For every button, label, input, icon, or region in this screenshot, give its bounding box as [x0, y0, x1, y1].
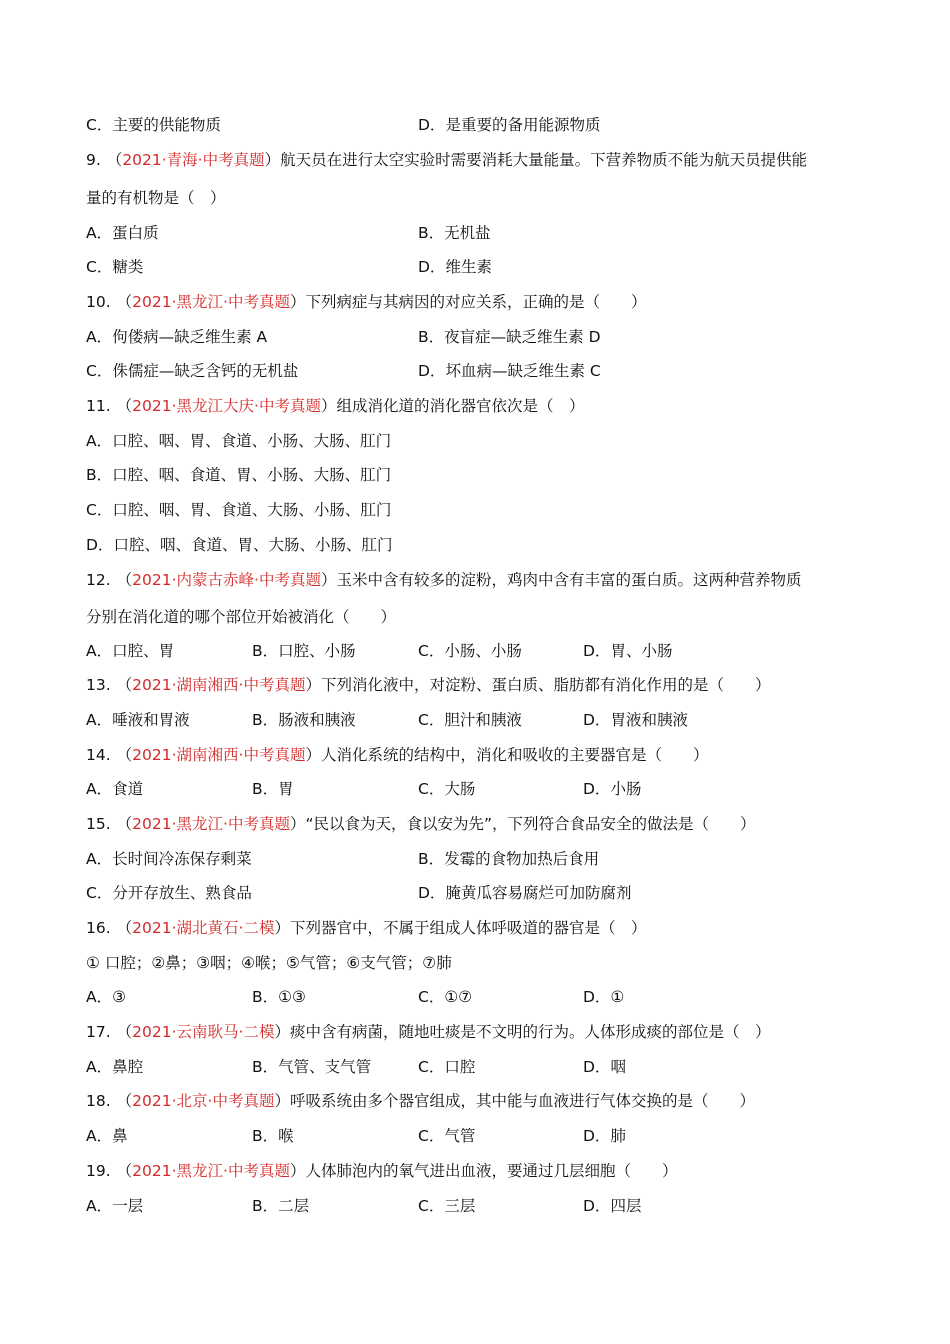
option-c: C．胆汁和胰液: [418, 711, 522, 729]
question-16-stem-cont: ① 口腔；②鼻；③咽；④喉；⑤气管；⑥支气管；⑦肺: [86, 954, 452, 972]
option-b: B．夜盲症—缺乏维生素 D: [418, 328, 601, 346]
option-a: A．佝偻病—缺乏维生素 A: [86, 328, 268, 346]
question-10-options-row-2: [86, 358, 866, 384]
question-18-stem: 18. （2021·北京·中考真题）呼吸系统由多个器官组成，其中能与血液进行气体交换的是（ ）: [86, 1092, 756, 1110]
question-9-options-row-1: [86, 220, 866, 246]
option-b: B．喉: [252, 1127, 294, 1145]
option-b: B．气管、支气管: [252, 1058, 372, 1076]
question-15-options-row-1: [86, 846, 866, 872]
option-a: A．长时间冷冻保存剩菜: [86, 850, 252, 868]
option-a: A．鼻腔: [86, 1058, 144, 1076]
question-9-stem-cont: 量的有机物是（ ）: [86, 189, 226, 207]
source-tag: 2021·黑龙江·中考真题: [132, 293, 290, 311]
option-c: C．小肠、小肠: [418, 642, 522, 660]
question-11-option-a: A．口腔、咽、胃、食道、小肠、大肠、肛门: [86, 432, 392, 450]
question-13-options-row: [86, 707, 866, 733]
source-tag: 2021·湖南湘西·中考真题: [132, 746, 306, 764]
option-d: D．胃、小肠: [583, 642, 673, 660]
option-a: A．一层: [86, 1197, 144, 1215]
option-c: C．主要的供能物质: [86, 116, 221, 134]
option-d: D．四层: [583, 1197, 642, 1215]
question-12-stem: 12. （2021·内蒙古赤峰·中考真题）玉米中含有较多的淀粉，鸡肉中含有丰富的蛋白质。这两种营养物质: [86, 571, 802, 589]
option-d: D．维生素: [418, 258, 492, 276]
option-a: A．口腔、胃: [86, 642, 175, 660]
source-tag: 2021·北京·中考真题: [132, 1092, 275, 1110]
option-b: B．二层: [252, 1197, 310, 1215]
option-a: A．蛋白质: [86, 224, 159, 242]
question-10-stem: 10. （2021·黑龙江·中考真题）下列病症与其病因的对应关系，正确的是（ ）: [86, 293, 647, 311]
question-11-option-b: B．口腔、咽、食道、胃、小肠、大肠、肛门: [86, 466, 392, 484]
option-d: D．①: [583, 988, 625, 1006]
option-c: C．糖类: [86, 258, 144, 276]
option-d: D．肺: [583, 1127, 626, 1145]
question-19-stem: 19. （2021·黑龙江·中考真题）人体肺泡内的氧气进出血液，要通过几层细胞（ ）: [86, 1162, 678, 1180]
question-14-options-row: [86, 776, 866, 802]
question-17-stem: 17. （2021·云南耿马·二模）痰中含有病菌，随地吐痰是不文明的行为。人体形成痰的部位是（ ）: [86, 1023, 771, 1041]
question-9-stem: 9. （2021·青海·中考真题）航天员在进行太空实验时需要消耗大量能量。下营养物质不能为航天员提供能: [86, 151, 808, 169]
question-11-option-d: D．口腔、咽、食道、胃、大肠、小肠、肛门: [86, 536, 393, 554]
question-13-stem: 13. （2021·湖南湘西·中考真题）下列消化液中，对淀粉、蛋白质、脂肪都有消化作用的是（ ）: [86, 676, 771, 694]
option-a: A．食道: [86, 780, 144, 798]
question-16-stem: 16. （2021·湖北黄石·二模）下列器官中，不属于组成人体呼吸道的器官是（ ）: [86, 919, 647, 937]
option-b: B．无机盐: [418, 224, 491, 242]
option-c: C．分开存放生、熟食品: [86, 884, 252, 902]
option-d: D．小肠: [583, 780, 642, 798]
option-c: C．大肠: [418, 780, 476, 798]
option-b: B．肠液和胰液: [252, 711, 356, 729]
option-b: B．①③: [252, 988, 306, 1006]
question-11-stem: 11. （2021·黑龙江大庆·中考真题）组成消化道的消化器官依次是（ ）: [86, 397, 585, 415]
option-d: D．是重要的备用能源物质: [418, 116, 601, 134]
option-d: D．腌黄瓜容易腐烂可加防腐剂: [418, 884, 632, 902]
option-d: D．胃液和胰液: [583, 711, 688, 729]
option-c: C．①⑦: [418, 988, 473, 1006]
source-tag: 2021·云南耿马·二模: [132, 1023, 275, 1041]
question-14-stem: 14. （2021·湖南湘西·中考真题）人消化系统的结构中，消化和吸收的主要器官是（ ）: [86, 746, 709, 764]
source-tag: 2021·黑龙江·中考真题: [132, 1162, 290, 1180]
option-c: C．口腔: [418, 1058, 476, 1076]
option-d: D．咽: [583, 1058, 626, 1076]
question-18-options-row: [86, 1123, 866, 1149]
question-12-options-row: [86, 638, 866, 664]
source-tag: 2021·黑龙江大庆·中考真题: [132, 397, 321, 415]
option-c: C．气管: [418, 1127, 476, 1145]
source-tag: 2021·湖北黄石·二模: [132, 919, 275, 937]
question-15-stem: 15. （2021·黑龙江·中考真题）“民以食为天，食以安为先”，下列符合食品安全的做法是（ ）: [86, 815, 756, 833]
option-a: A．唾液和胃液: [86, 711, 190, 729]
question-15-options-row-2: [86, 880, 866, 906]
source-tag: 2021·黑龙江·中考真题: [132, 815, 290, 833]
question-16-options-row: [86, 984, 866, 1010]
question-10-options-row-1: [86, 324, 866, 350]
option-c: C．侏儒症—缺乏含钙的无机盐: [86, 362, 299, 380]
option-b: B．胃: [252, 780, 294, 798]
question-12-stem-cont: 分别在消化道的哪个部位开始被消化（ ）: [86, 608, 397, 626]
question-9-options-row-2: [86, 254, 866, 280]
q8-options-row: [86, 112, 866, 138]
option-a: A．鼻: [86, 1127, 128, 1145]
source-tag: 2021·内蒙古赤峰·中考真题: [132, 571, 321, 589]
question-19-options-row: [86, 1193, 866, 1219]
question-17-options-row: [86, 1054, 866, 1080]
option-c: C．三层: [418, 1197, 476, 1215]
source-tag: 2021·湖南湘西·中考真题: [132, 676, 306, 694]
option-d: D．坏血病—缺乏维生素 C: [418, 362, 601, 380]
question-11-option-c: C．口腔、咽、胃、食道、大肠、小肠、肛门: [86, 501, 392, 519]
option-b: B．发霉的食物加热后食用: [418, 850, 600, 868]
option-b: B．口腔、小肠: [252, 642, 356, 660]
option-a: A．③: [86, 988, 127, 1006]
source-tag: 2021·青海·中考真题: [122, 151, 265, 169]
